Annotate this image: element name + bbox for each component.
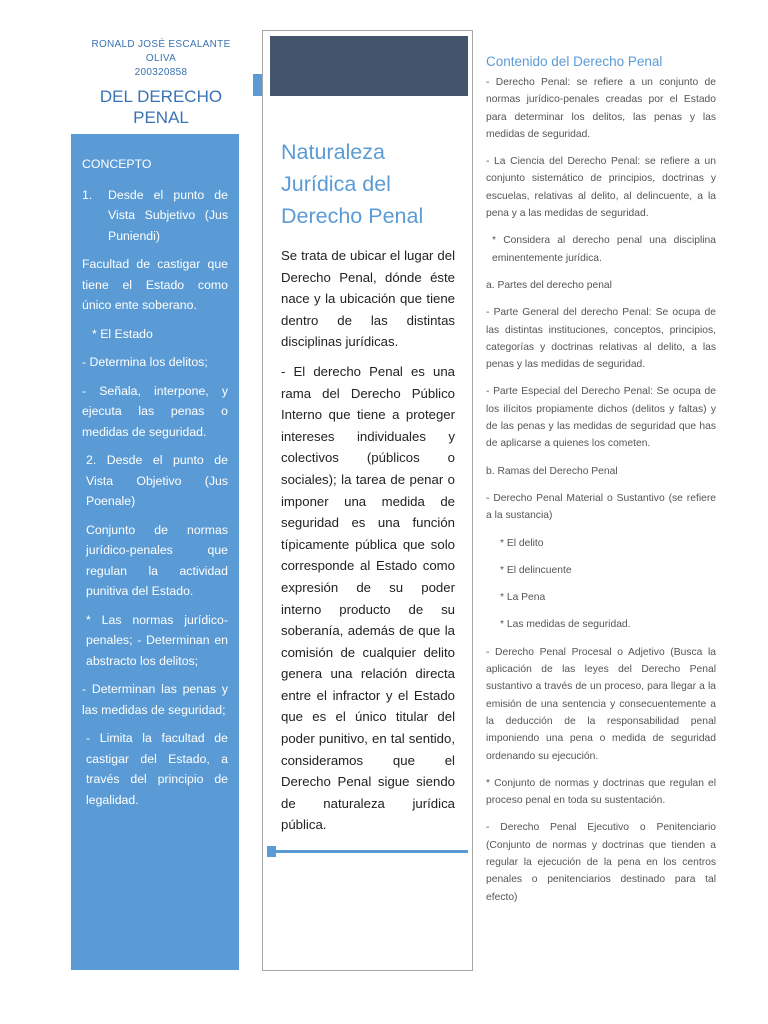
paragraph-determinan-penas: - Determinan las penas y las medidas de seguridad; [82, 682, 228, 717]
author-name-line1: RONALD JOSÉ ESCALANTE [91, 39, 231, 50]
accent-tab [253, 74, 262, 96]
paragraph-conjunto: Conjunto de normas jurídico-penales que regulan la actividad punitiva del Estado. [86, 522, 228, 598]
right-paragraph-3: * Considera al derecho penal una disciplina eminentemente jurídica. [492, 235, 716, 264]
concept-panel [71, 134, 239, 970]
author-block [78, 38, 244, 80]
middle-header-band [270, 36, 468, 96]
paragraph-normas: * Las normas jurídico-penales; - Determinan en abstracto los delitos; [86, 612, 228, 668]
author-id: 200320858 [134, 67, 188, 78]
middle-paragraph-2: - El derecho Penal es una rama del Derecho Público Interno que tiene a proteger intereses individuales y colectivos (públicos o sociales); la tarea de penar o imponer una medida de seguridad es una función típicamente pública que solo corresponde al Estado como expresión de su poder interno producto de su soberanía, además de que la comisión de cualquier delito genera una relación directa entre el infractor y el Estado que es el único titular del poder punitivo, en tal sentido, consideramos que el Derecho Penal sigue siendo de naturaleza jurídica pública. [281, 363, 455, 833]
middle-divider-tab [267, 846, 276, 857]
concept-item-2: 2. Desde el punto de Vista Objetivo (Jus Poenale) [86, 453, 228, 508]
left-title: DEL DERECHO PENAL [99, 87, 223, 124]
right-paragraph-5: - Parte General del derecho Penal: Se ocupa de las distintas instituciones, conceptos, principios, categorías y doctrinas relativas al delito, a las penas y las medidas de seguridad. [486, 307, 716, 371]
right-paragraph-4: a. Partes del derecho penal [486, 279, 612, 291]
paragraph-determina: - Determina los delitos; [82, 355, 208, 369]
right-paragraph-15: - Derecho Penal Ejecutivo o Penitenciario (Conjunto de normas y doctrinas que tienden a regular la ejecución de la pena en los centros penales o penitenciarios destinado para tal efecto) [486, 822, 716, 903]
right-paragraph-2: - La Ciencia del Derecho Penal: se refiere a un conjunto sistemático de principios, doctrinas y escuelas, relativas al delito, al delincuente, a la pena y a las medidas de seguridad. [486, 156, 716, 220]
right-paragraph-14: * Conjunto de normas y doctrinas que regulan el proceso penal en toda su sustentación. [486, 777, 716, 807]
right-paragraph-1: - Derecho Penal: se refiere a un conjunto de normas jurídico-penales creadas por el Estado para determinar los delitos, las penas y las medidas de seguridad. [486, 77, 716, 140]
item-number: 1. [82, 187, 93, 202]
right-paragraph-9: * El delito [500, 537, 544, 549]
right-paragraph-10: * El delincuente [500, 564, 572, 576]
middle-divider [268, 850, 468, 853]
content-column [486, 74, 716, 916]
author-name-line2: OLIVA [145, 53, 177, 64]
right-title: Contenido del Derecho Penal [486, 54, 663, 69]
paragraph-senala: - Señala, interpone, y ejecuta las penas o medidas de seguridad. [82, 383, 228, 439]
right-paragraph-7: b. Ramas del Derecho Penal [486, 465, 618, 477]
item-text: Desde el punto de Vista Subjetivo (Jus Puniendi) [108, 187, 228, 243]
right-paragraph-12: * Las medidas de seguridad. [500, 619, 631, 631]
concept-item-1 [82, 185, 228, 247]
middle-paragraph-1: Se trata de ubicar el lugar del Derecho Penal, dónde éste nace y la ubicación que tiene dentro de las distintas disciplinas jurídicas. [281, 248, 455, 350]
right-paragraph-13: - Derecho Penal Procesal o Adjetivo (Busca la aplicación de las leyes del Derecho Penal sustantivo a través de un proceso, para llegar a la emisión de una sentencia y consecuentemente a la deducción de la responsabilidad penal imponiendo una pena o medida de seguridad ordenando su ejecución. [486, 646, 716, 762]
right-paragraph-6: - Parte Especial del Derecho Penal: Se ocupa de los ilícitos propiamente dichos (delitos y faltas) y de las penas y las medidas de seguridad que has de aplicarse a quienes los cometen. [486, 386, 716, 450]
middle-title: Naturaleza Jurídica del Derecho Penal [281, 140, 424, 228]
right-paragraph-8: - Derecho Penal Material o Sustantivo (se refiere a la sustancia) [486, 492, 716, 522]
concept-heading: CONCEPTO [82, 157, 152, 171]
paragraph-limita: - Limita la facultad de castigar del Estado, a través del principio de legalidad. [86, 731, 228, 807]
paragraph-estado: * El Estado [92, 326, 153, 341]
right-paragraph-11: * La Pena [500, 592, 546, 604]
middle-body [281, 245, 455, 844]
paragraph-facultad: Facultad de castigar que tiene el Estado como único ente soberano. [82, 257, 228, 312]
